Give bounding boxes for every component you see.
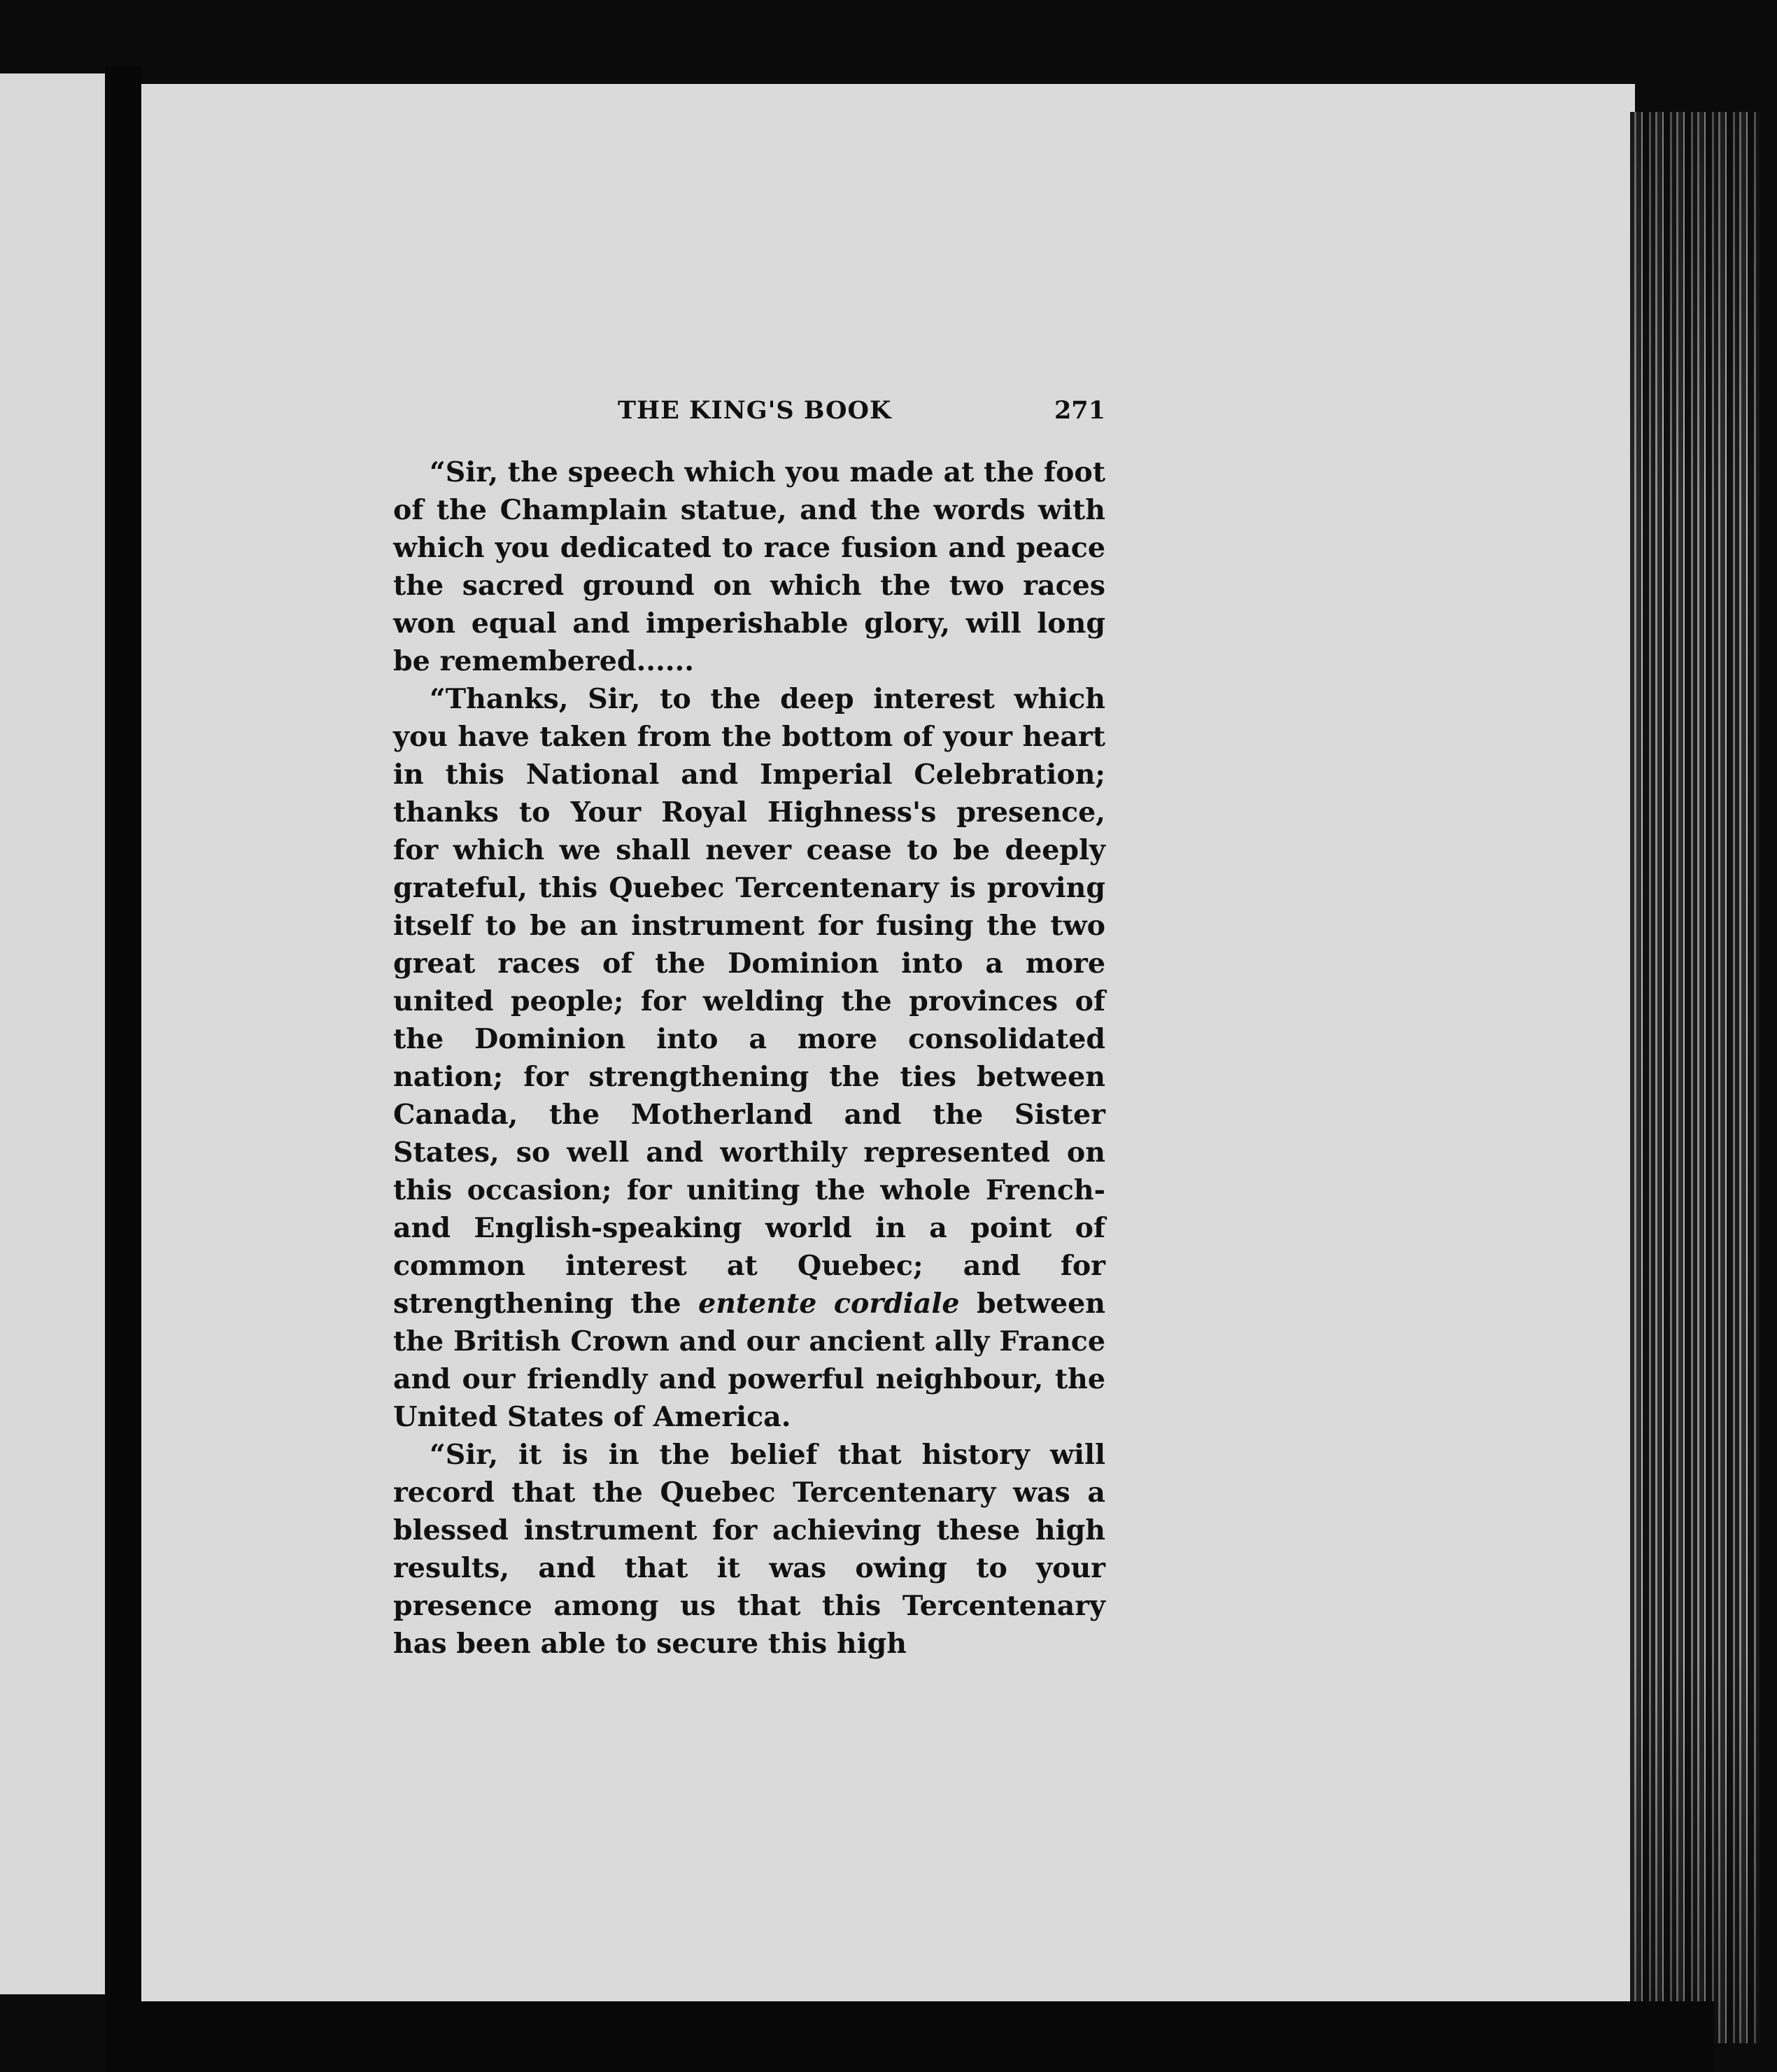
paragraph-1: “Sir, the speech which you made at the foot of the Champlain statue, and the words with which you dedicated to race fusion and peace the sacred ground on which the two races won equal and imperishable glory, will long be remembered...... [393,456,1105,677]
bottom-shadow [105,2001,1714,2072]
paragraph-3: “Sir, it is in the belief that history will record that the Quebec Tercentenary was a blessed instrument for achieving these high results, and that it was owing to your presence among us that this Tercentenary has been able to secure this high [393,1439,1105,1660]
book-gutter [105,66,141,2005]
paragraph-2-text-cont: between the British Crown and our ancient ally France and our friendly and powerful neighbour, the United States of America. [393,1288,1105,1433]
running-head [395,392,1105,434]
italic-phrase: entente cordiale [698,1288,960,1320]
running-title: THE KING'S BOOK [618,396,892,425]
page-stack-shadow [1630,112,1760,2043]
body-text [393,453,1105,1663]
paragraph-2-text: “Thanks, Sir, to the deep interest which you have taken from the bottom of your heart in this National and Imperial Celebration; thanks to Your Royal Highness's presence, for which we shall never cease to be deeply grateful, this Quebec Tercentenary is proving itself to be an instrument for fusing the two great races of the Dominion into a more united people; for welding the provinces of the Dominion into a more consolidated nation; for strengthening the ties between Canada, the Motherland and the Sister States, so well and worthily represented on this occasion; for uniting the whole French- and English-speaking world in a point of common interest at Quebec; and for strengthening the [393,683,1105,1320]
facing-page-edge [0,73,105,1994]
page-number: 271 [1054,396,1105,425]
paragraph-2 [393,680,1105,1436]
